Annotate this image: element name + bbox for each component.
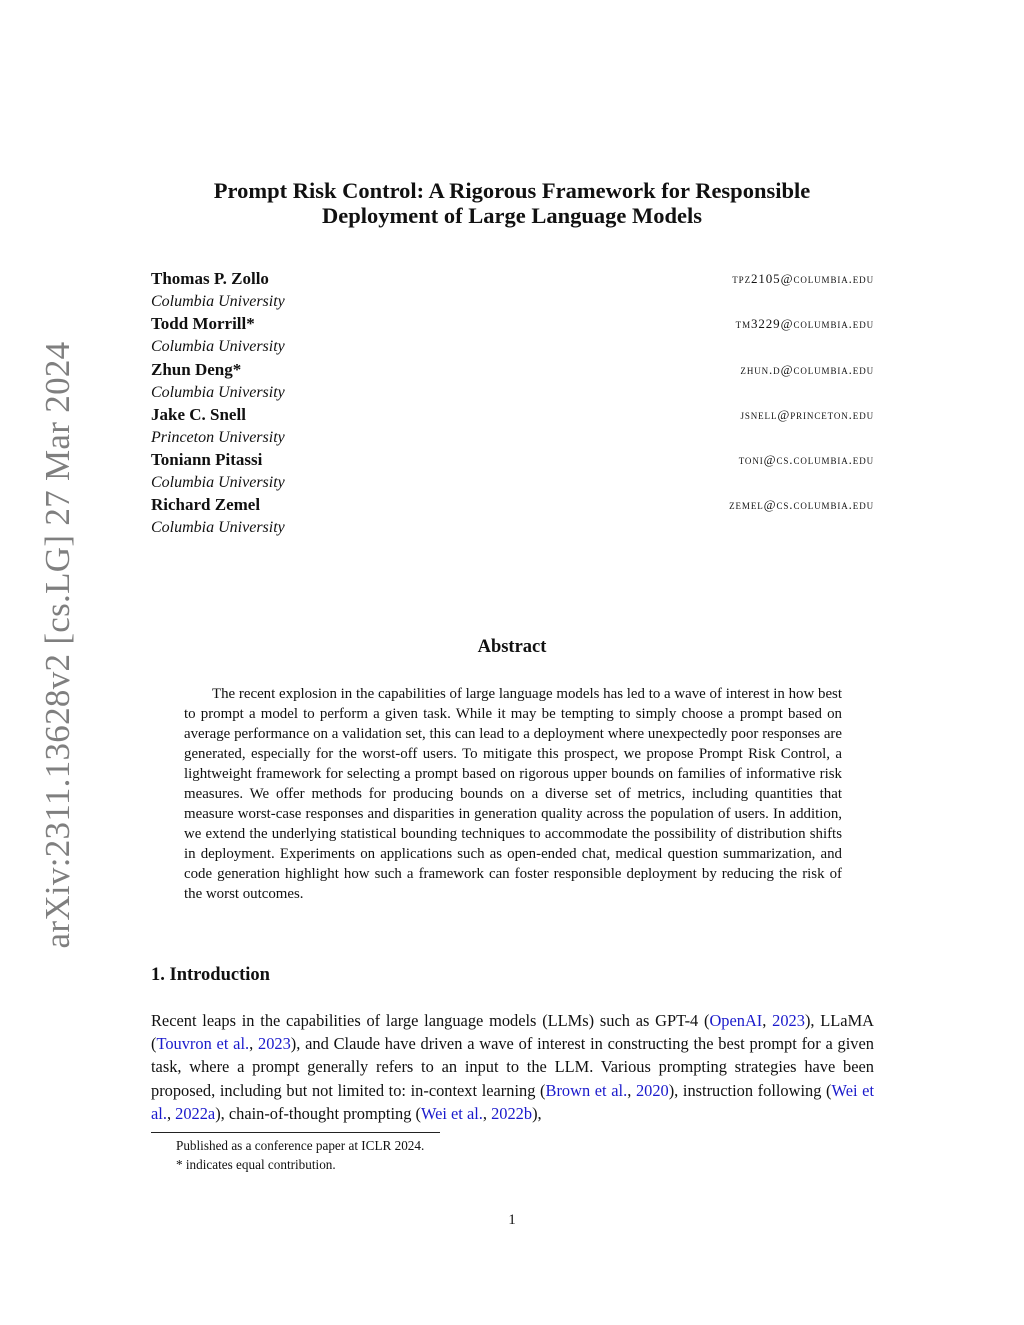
footnote-equal-contribution: * indicates equal contribution. <box>176 1157 336 1172</box>
intro-text: ), chain-of-thought prompting ( <box>215 1103 421 1123</box>
author-entry <box>151 359 874 404</box>
author-name: Jake C. Snell <box>151 404 246 424</box>
arxiv-identifier: arXiv:2311.13628v2 [cs.LG] 27 Mar 2024 <box>38 341 77 949</box>
intro-text: , <box>482 1103 492 1123</box>
citation-link[interactable]: OpenAI <box>709 1011 763 1030</box>
author-name: Richard Zemel <box>151 495 261 515</box>
author-entry <box>151 268 874 313</box>
paper-title <box>150 178 874 228</box>
footnotes <box>176 1136 424 1174</box>
author-email: zemel@cs.columbia.edu <box>729 497 874 513</box>
author-email: zhun.d@columbia.edu <box>740 361 874 377</box>
author-email: tm3229@columbia.edu <box>735 316 874 332</box>
citation-link[interactable]: Wei et al. <box>151 1080 874 1123</box>
citation-link[interactable]: Brown et al. <box>545 1080 628 1100</box>
author-affiliation: Columbia University <box>151 519 285 537</box>
author-affiliation: Columbia University <box>151 293 285 310</box>
page-number: 1 <box>508 1212 516 1228</box>
introduction-heading: 1. Introduction <box>151 965 270 985</box>
author-email: jsnell@princeton.edu <box>740 406 874 422</box>
title-line-1: Prompt Risk Control: A Rigorous Framework for Responsible <box>213 178 811 203</box>
author-entry <box>151 449 874 494</box>
author-entry <box>151 313 874 358</box>
footnote-divider <box>151 1132 440 1133</box>
intro-text: Recent leaps in the capabilities of large language models (LLMs) such as GPT-4 ( <box>151 1011 710 1030</box>
author-name: Toniann Pitassi <box>151 450 263 470</box>
intro-text: , <box>762 1011 773 1030</box>
abstract-heading: Abstract <box>477 637 547 657</box>
footnote-publication: Published as a conference paper at ICLR 2024. <box>176 1138 425 1153</box>
intro-text: ), and Claude have driven a wave of interest in constructing the best prompt for a given task, where a prompt generally refers to an input to the LLM. Various prompting strategies have been proposed, including but not limited to: in-context learning ( <box>151 1034 874 1100</box>
citation-year-link[interactable]: 2023 <box>258 1034 291 1054</box>
citation-link[interactable]: Wei et al. <box>420 1103 483 1123</box>
title-line-2: Deployment of Large Language Models <box>322 203 702 228</box>
author-entry <box>151 404 874 449</box>
author-affiliation: Columbia University <box>151 474 285 492</box>
citation-year-link[interactable]: 2020 <box>635 1080 669 1100</box>
author-affiliation: Columbia University <box>151 338 285 356</box>
citation-year-link[interactable]: 2023 <box>772 1011 805 1030</box>
citation-year-link[interactable]: 2022b <box>491 1103 533 1123</box>
author-list <box>151 268 874 540</box>
author-email: tpz2105@columbia.edu <box>732 271 874 286</box>
author-affiliation: Princeton University <box>151 428 285 446</box>
author-name: Zhun Deng* <box>151 359 242 379</box>
intro-text: , <box>249 1034 258 1054</box>
abstract-body: The recent explosion in the capabilities of large language models has led to a wave of interest in how best to prompt a model to perform a given task. While it may be tempting to simply choose a prompt based on average performance on a validation set, this can lead to a deployment where unexpectedly poor responses are generated, especially for the worst-off users. To mitigate this prospect, we propose Prompt Risk Control, a lightweight framework for selecting a prompt based on rigorous upper bounds on families of informative risk measures. We offer methods for producing bounds on a diverse set of metrics, including quantities that measure worst-case responses and disparities in generation quality across the population of users. In addition, we extend the underlying statistical bounding techniques to accommodate the possibility of distribution shifts in deployment. Experiments on applications such as open-ended chat, medical question summarization, and code generation highlight how such a framework can foster responsible deployment by reducing the risk of the worst outcomes. <box>184 686 842 902</box>
citation-link[interactable]: Touvron et al. <box>156 1034 250 1054</box>
intro-text: , <box>166 1103 176 1123</box>
introduction-paragraph <box>151 1009 874 1125</box>
author-email: toni@cs.columbia.edu <box>738 452 874 468</box>
author-affiliation: Columbia University <box>151 383 285 401</box>
intro-text: ), instruction following ( <box>668 1080 832 1100</box>
author-name: Todd Morrill* <box>151 314 255 334</box>
author-entry <box>151 494 874 539</box>
intro-text: , <box>627 1080 636 1100</box>
intro-text: ), LLaMA ( <box>151 1011 874 1054</box>
intro-text: ), <box>532 1103 542 1123</box>
author-name: Thomas P. Zollo <box>151 269 269 288</box>
citation-year-link[interactable]: 2022a <box>175 1103 216 1123</box>
